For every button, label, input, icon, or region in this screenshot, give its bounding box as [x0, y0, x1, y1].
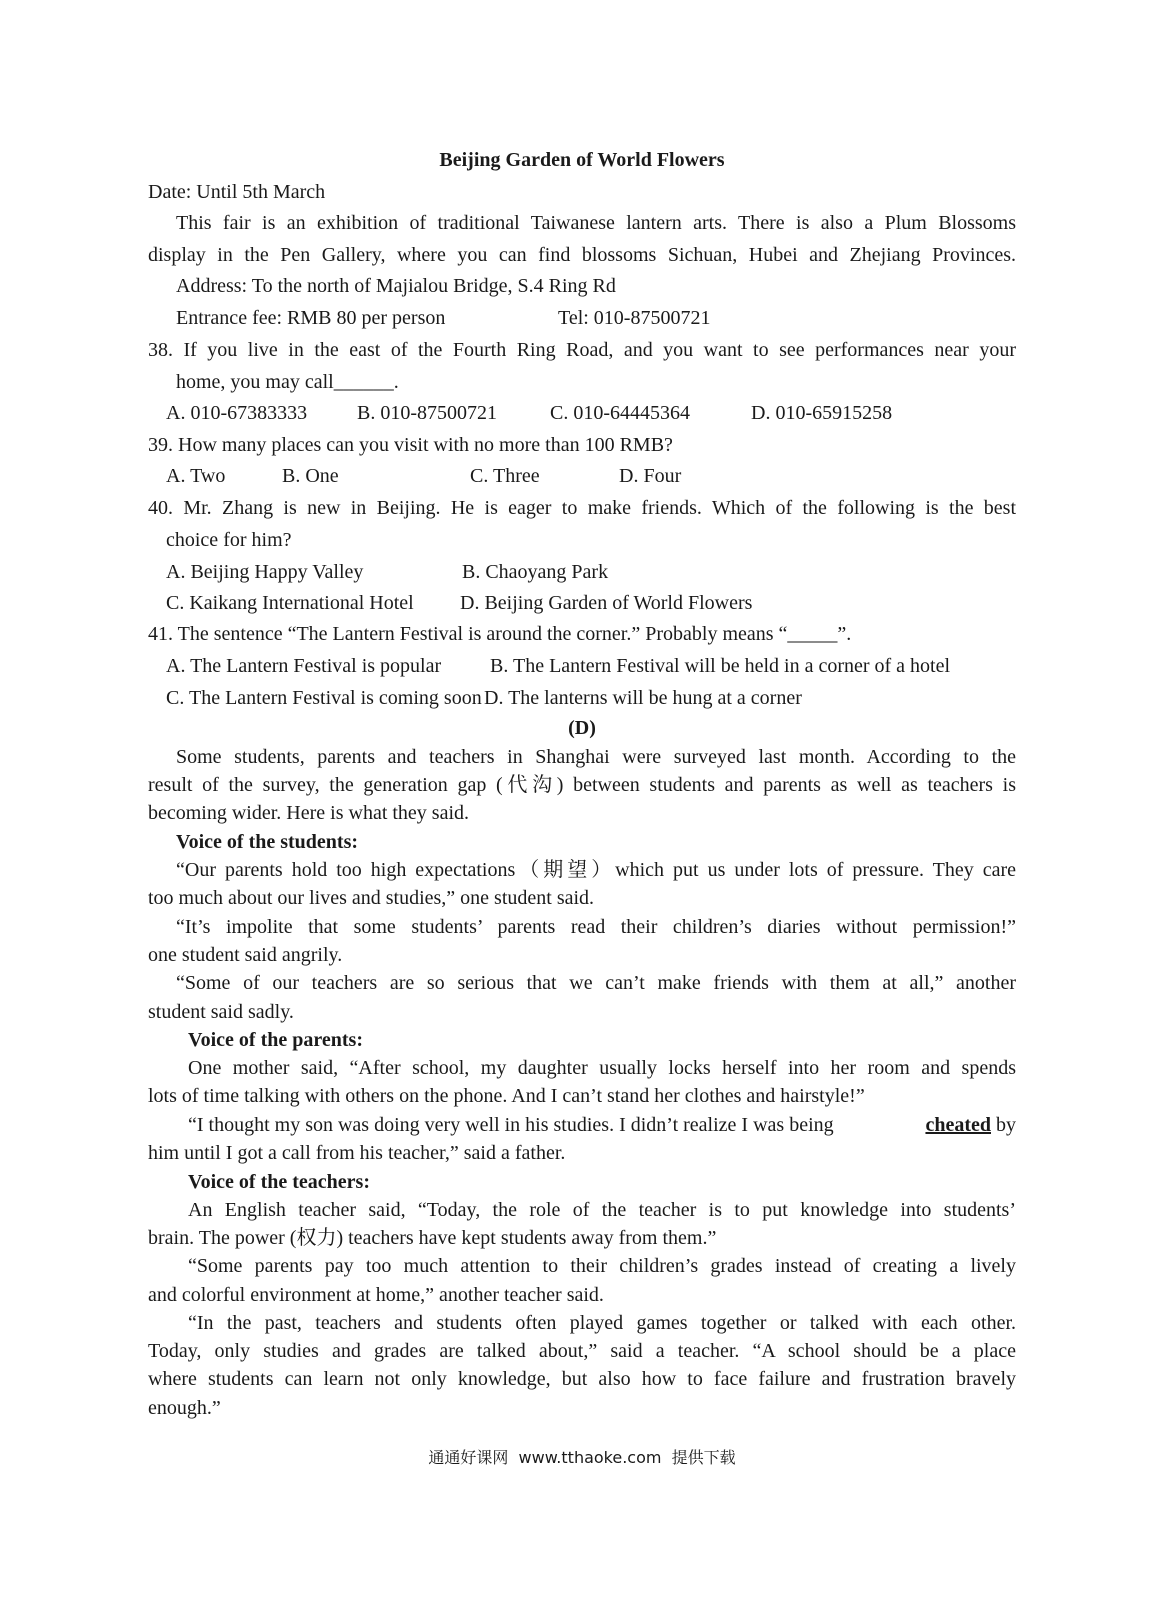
notice-date: Date: Until 5th March — [148, 181, 326, 203]
footer-download-note: 提供下载 — [671, 1448, 736, 1467]
teachers-line-5: “In the past, teachers and students often played games together or talked with each other. — [188, 1312, 1016, 1334]
intro-line-1: Some students, parents and teachers in Shanghai were surveyed last month. According to the — [176, 746, 1016, 768]
students-line-2: too much about our lives and studies,” one student said. — [148, 887, 595, 909]
notice-fee: Entrance fee: RMB 80 per person — [176, 307, 446, 329]
q38-option-c: C. 010-64445364 — [550, 402, 690, 424]
teachers-line-3: “Some parents pay too much attention to their children’s grades instead of creating a lively — [188, 1255, 1016, 1277]
notice-tel: Tel: 010-87500721 — [558, 307, 711, 329]
father-line-1-end — [925, 1113, 1016, 1137]
q41-option-d: D. The lanterns will be hung at a corner — [484, 687, 802, 709]
teachers-line-4: and colorful environment at home,” another teacher said. — [148, 1284, 604, 1306]
notice-desc-line-2: display in the Pen Gallery, where you can find blossoms Sichuan, Hubei and Zhejiang Provinces. — [148, 244, 1016, 266]
q39-option-a: A. Two — [166, 465, 226, 487]
q40-option-b: B. Chaoyang Park — [462, 561, 609, 583]
father-line-1-text: “I thought my son was doing very well in his studies. I didn’t realize I was being — [188, 1114, 834, 1136]
underlined-word-cheated: cheated — [925, 1114, 991, 1136]
parents-line-2: lots of time talking with others on the phone. And I can’t stand her clothes and hairstyle!” — [148, 1085, 865, 1107]
students-heading: Voice of the students: — [176, 831, 359, 853]
footer-url[interactable]: www.tthaoke.com — [518, 1448, 662, 1467]
question-40: 40. Mr. Zhang is new in Beijing. He is eager to make friends. Which of the following is the best — [148, 497, 1016, 519]
teachers-heading: Voice of the teachers: — [188, 1171, 370, 1193]
q40-option-c: C. Kaikang International Hotel — [166, 592, 414, 614]
question-40-line-2: choice for him? — [166, 529, 292, 551]
q40-option-a: A. Beijing Happy Valley — [166, 561, 364, 583]
father-line-1-by: by — [996, 1114, 1016, 1136]
q38-option-b: B. 010-87500721 — [357, 402, 497, 424]
page-footer — [148, 1446, 1016, 1470]
students-line-6: student said sadly. — [148, 1001, 294, 1023]
students-line-1: “Our parents hold too high expectations（期望）which put us under lots of pressure. They care — [176, 859, 1016, 881]
teachers-line-7: where students can learn not only knowledge, but also how to face failure and frustration bravely — [148, 1368, 1016, 1390]
q40-option-d: D. Beijing Garden of World Flowers — [460, 592, 753, 614]
father-line-2: him until I got a call from his teacher,” said a father. — [148, 1142, 566, 1164]
q39-option-c: C. Three — [470, 465, 540, 487]
teachers-line-6: Today, only studies and grades are talked about,” said a teacher. “A school should be a place — [148, 1340, 1016, 1362]
notice-title: Beijing Garden of World Flowers — [439, 149, 725, 171]
parents-line-1: One mother said, “After school, my daughter usually locks herself into her room and spends — [188, 1057, 1016, 1079]
intro-line-2: result of the survey, the generation gap (代沟) between students and parents as well as teachers is — [148, 774, 1016, 796]
q41-option-b: B. The Lantern Festival will be held in a corner of a hotel — [490, 655, 951, 677]
q41-option-c: C. The Lantern Festival is coming soon — [166, 687, 482, 709]
q39-option-d: D. Four — [619, 465, 682, 487]
intro-line-3: becoming wider. Here is what they said. — [148, 802, 470, 824]
father-line-1 — [188, 1113, 1016, 1137]
parents-heading: Voice of the parents: — [188, 1029, 363, 1051]
students-line-5: “Some of our teachers are so serious that we can’t make friends with them at all,” another — [176, 972, 1016, 994]
students-line-3: “It’s impolite that some students’ parents read their children’s diaries without permission!” — [176, 916, 1016, 938]
students-line-4: one student said angrily. — [148, 944, 343, 966]
question-38: 38. If you live in the east of the Fourth Ring Road, and you want to see performances near your — [148, 339, 1016, 361]
question-41: 41. The sentence “The Lantern Festival is around the corner.” Probably means “_____”. — [148, 623, 852, 645]
teachers-line-1: An English teacher said, “Today, the role of the teacher is to put knowledge into students’ — [188, 1199, 1016, 1221]
q39-option-b: B. One — [282, 465, 339, 487]
teachers-line-8: enough.” — [148, 1397, 221, 1419]
notice-address: Address: To the north of Majialou Bridge, S.4 Ring Rd — [176, 275, 616, 297]
teachers-line-2: brain. The power (权力) teachers have kept students away from them.” — [148, 1227, 717, 1249]
question-39: 39. How many places can you visit with no more than 100 RMB? — [148, 434, 673, 456]
q41-option-a: A. The Lantern Festival is popular — [166, 655, 442, 677]
notice-desc-line-1: This fair is an exhibition of traditional Taiwanese lantern arts. There is also a Plum Blossoms — [176, 212, 1016, 234]
section-label-d: (D) — [568, 717, 596, 739]
q38-option-a: A. 010-67383333 — [166, 402, 308, 424]
question-38-line-2: home, you may call______. — [176, 371, 399, 393]
q38-option-d: D. 010-65915258 — [751, 402, 893, 424]
footer-site-name: 通通好课网 — [428, 1448, 509, 1467]
